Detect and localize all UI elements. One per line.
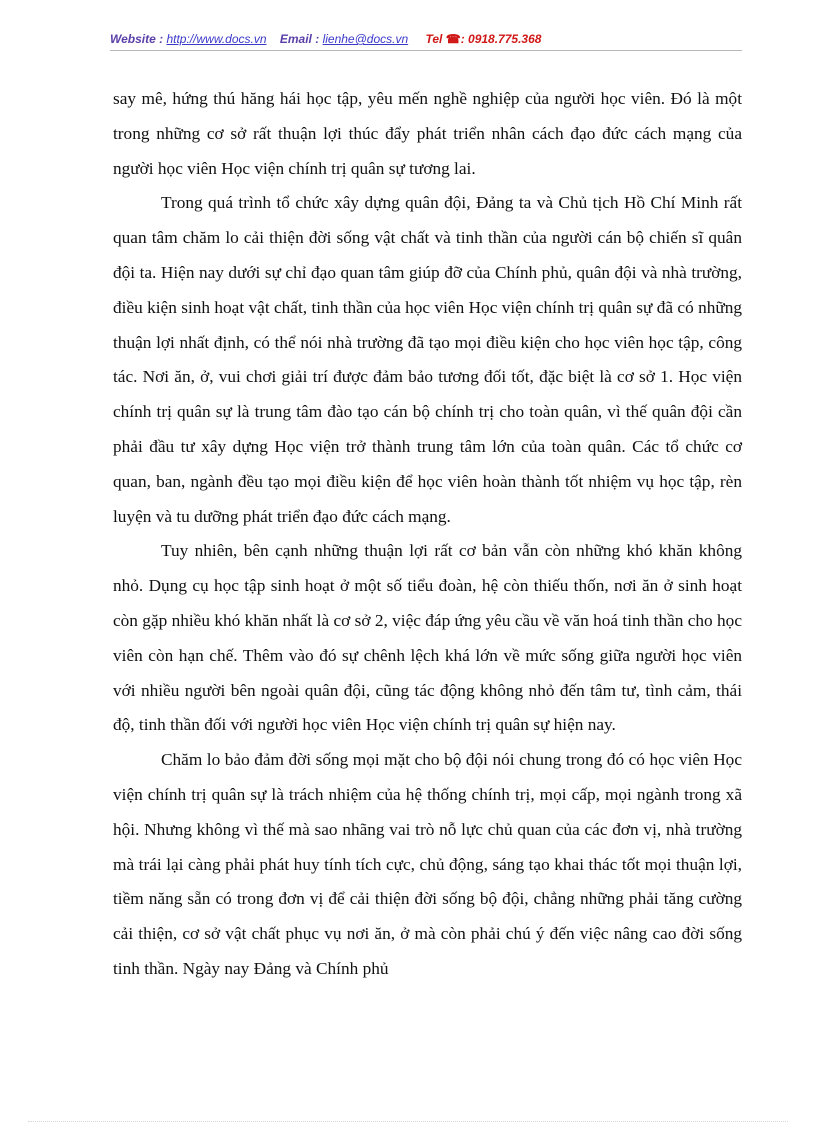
paragraph: Trong quá trình tổ chức xây dựng quân đội, Đảng ta và Chủ tịch Hồ Chí Minh rất quan tâm chăm lo cải thiện đời sống vật chất và tinh thần của người cán bộ chiến sĩ quân đội ta. Hiện nay dưới sự chỉ đạo quan tâm giúp đỡ của Chính phủ, quân đội và nhà trường, điều kiện sinh hoạt vật chất, tinh thần của học viên Học viện chính trị quân sự đã có những thuận lợi nhất định, có thể nói nhà trường đã tạo mọi điều kiện cho học viên học tập, công tác. Nơi ăn, ở, vui chơi giải trí được đảm bảo tương đối tốt, đặc biệt là cơ sở 1. Học viện chính trị quân sự là trung tâm đào tạo cán bộ chính trị cho toàn quân, vì thế quân đội cần phải đầu tư xây dựng Học viện trở thành trung tâm lớn của toàn quân. Các tổ chức cơ quan, ban, ngành đều tạo mọi điều kiện để học viên hoàn thành tốt nhiệm vụ học tập, rèn luyện và tu dưỡng phát triển đạo đức cách mạng. [113, 193, 742, 526]
email-link[interactable]: lienhe@docs.vn [322, 32, 409, 46]
paragraph: Tuy nhiên, bên cạnh những thuận lợi rất cơ bản vẫn còn những khó khăn không nhỏ. Dụng cụ học tập sinh hoạt ở một số tiểu đoàn, hệ còn thiếu thốn, nơi ăn ở sinh hoạt còn gặp nhiều khó khăn nhất là cơ sở 2, việc đáp ứng yêu cầu về văn hoá tinh thần cho học viên còn hạn chế. Thêm vào đó sự chênh lệch khá lớn về mức sống giữa người học viên với nhiều người bên ngoài quân đội, cũng tác động không nhỏ đến tâm tư, tình cảm, thái độ, tinh thần đối với người học viên Học viện chính trị quân sự hiện nay. [113, 541, 742, 735]
tel-group [425, 32, 541, 46]
paragraph: say mê, hứng thú hăng hái học tập, yêu mến nghề nghiệp của người học viên. Đó là một trong những cơ sở rất thuận lợi thúc đẩy phát triển nhân cách đạo đức cách mạng của người học viên Học viện chính trị quân sự tương lai. [113, 89, 742, 178]
website-label: Website : [110, 32, 164, 46]
tel-label: Tel [425, 32, 443, 46]
paragraph: Chăm lo bảo đảm đời sống mọi mặt cho bộ đội nói chung trong đó có học viên Học viện chính trị quân sự là trách nhiệm của hệ thống chính trị, mọi cấp, mọi ngành trong xã hội. Nhưng không vì thế mà sao nhãng vai trò nỗ lực chủ quan của các đơn vị, nhà trường mà trái lại càng phải phát huy tính tích cực, chủ động, sáng tạo khai thác tốt mọi thuận lợi, tiềm năng sẵn có trong đơn vị để cải thiện đời sống bộ đội, chẳng những phải tăng cường cải thiện, cơ sở vật chất phục vụ nơi ăn, ở mà còn phải chú ý đến việc nâng cao đời sống tinh thần. Ngày nay Đảng và Chính phủ [113, 750, 742, 978]
page-header [110, 32, 742, 46]
document-body [113, 82, 742, 987]
page-bottom-divider [28, 1121, 788, 1122]
website-link[interactable]: http://www.docs.vn [166, 32, 267, 46]
phone-icon: ☎ [445, 32, 461, 46]
header-divider [110, 50, 742, 51]
tel-number: : 0918.775.368 [460, 32, 542, 46]
email-separator: : [311, 32, 320, 46]
email-label: Email [279, 32, 312, 46]
